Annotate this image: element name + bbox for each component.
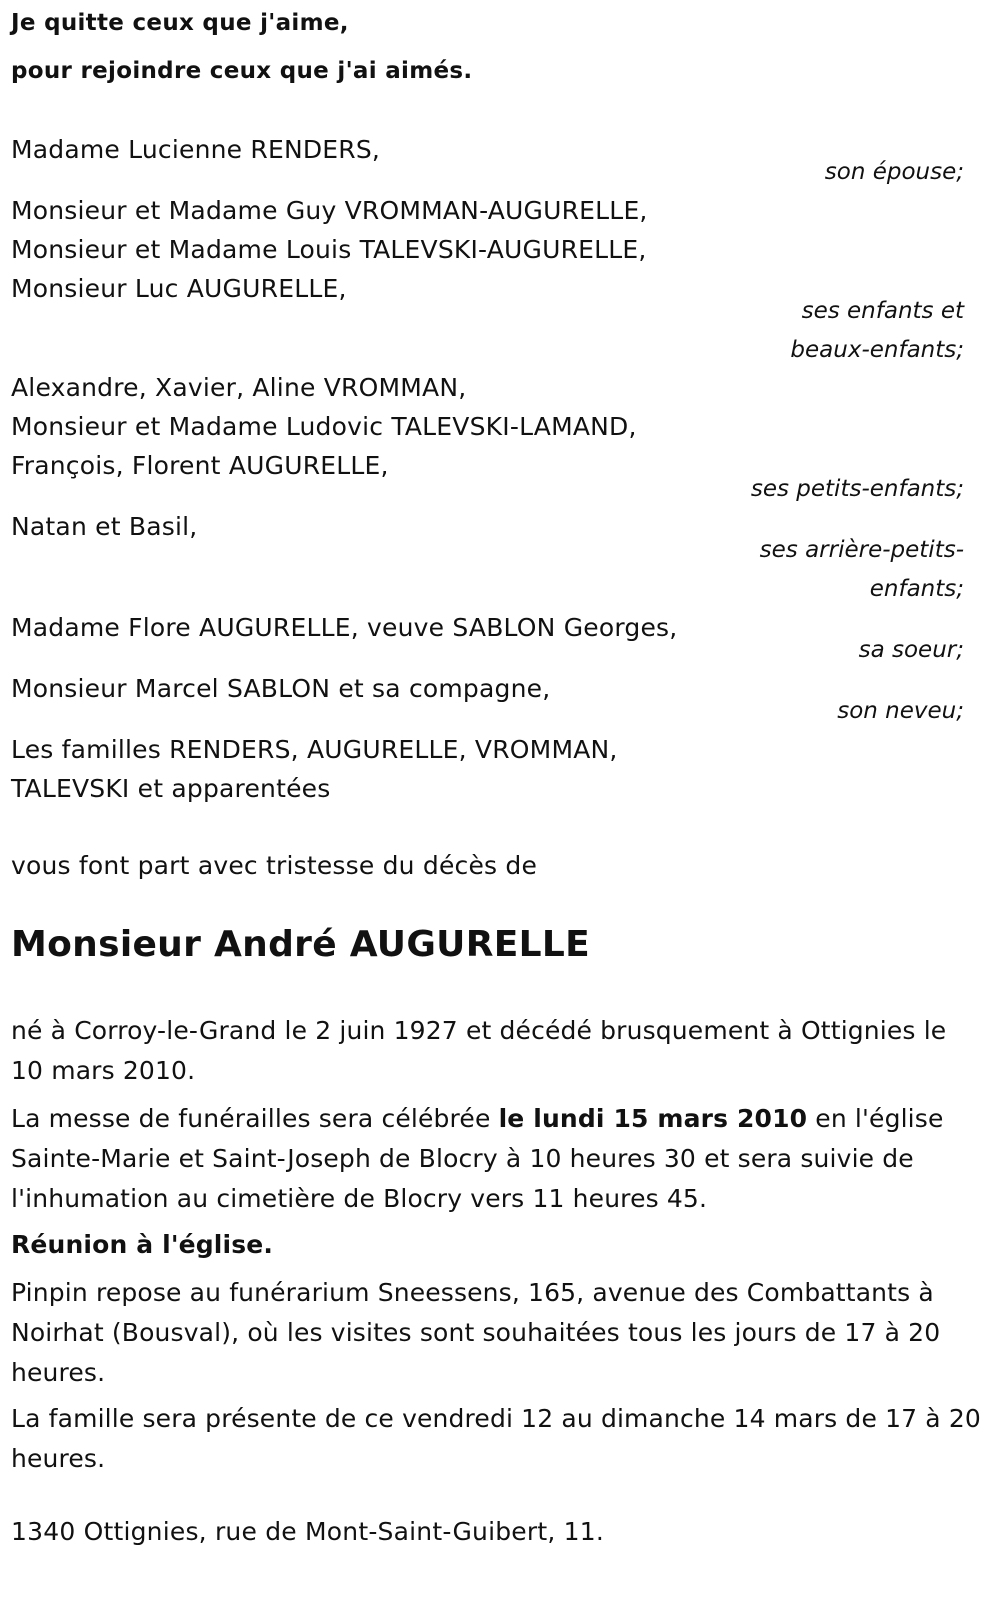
families-line-2: TALEVSKI et apparentées (11, 774, 331, 803)
announcement: vous font part avec tristesse du décès de (11, 851, 538, 880)
great-grandchildren-relation-line-1: ses arrière-petits- (759, 537, 964, 563)
children-relation-line-2: beaux-enfants; (790, 337, 964, 363)
spouse-name: Madame Lucienne RENDERS, (11, 135, 381, 164)
funeral-date: le lundi 15 mars 2010 (498, 1104, 808, 1133)
sister-relation: sa soeur; (858, 637, 964, 663)
meeting-note: Réunion à l'église. (11, 1230, 274, 1259)
great-grandchild-names: Natan et Basil, (11, 512, 198, 541)
families-line-1: Les familles RENDERS, AUGURELLE, VROMMAN, (11, 735, 618, 764)
funeral-text-after: en l'église Sainte-Marie et Saint-Joseph de Blocry à 10 heures 30 et sera suivie de l'inhumation au cimetière de Blocry vers 11 heures 45. (11, 1104, 944, 1213)
family-presence-paragraph: La famille sera présente de ce vendredi 12 au dimanche 14 mars de 17 à 20 heures. (11, 1404, 981, 1473)
great-grandchildren-relation-line-2: enfants; (869, 576, 964, 602)
spouse-relation: son épouse; (824, 159, 964, 185)
children-relation-line-1: ses enfants et (801, 298, 964, 324)
funeral-paragraph (11, 1099, 986, 1219)
repose-paragraph: Pinpin repose au funérarium Sneessens, 165, avenue des Combattants à Noirhat (Bousval), où les visites sont souhaitées tous les jours de 17 à 20 heures. (11, 1278, 941, 1387)
child-name-2: Monsieur et Madame Louis TALEVSKI-AUGURELLE, (11, 235, 647, 264)
nephew-relation: son neveu; (837, 698, 964, 724)
grandchild-name-3: François, Florent AUGURELLE, (11, 451, 389, 480)
quote-line-2: pour rejoindre ceux que j'ai aimés. (11, 58, 473, 84)
nephew-name: Monsieur Marcel SABLON et sa compagne, (11, 674, 551, 703)
deceased-name: Monsieur André AUGURELLE (11, 924, 590, 965)
sister-name: Madame Flore AUGURELLE, veuve SABLON Georges, (11, 613, 678, 642)
grandchild-name-2: Monsieur et Madame Ludovic TALEVSKI-LAMAND, (11, 412, 637, 441)
birth-death-paragraph: né à Corroy-le-Grand le 2 juin 1927 et décédé brusquement à Ottignies le 10 mars 2010. (11, 1016, 947, 1085)
grandchildren-relation: ses petits-enfants; (750, 476, 964, 502)
child-name-1: Monsieur et Madame Guy VROMMAN-AUGURELLE, (11, 196, 648, 225)
quote-line-1: Je quitte ceux que j'aime, (11, 10, 349, 36)
funeral-text-before: La messe de funérailles sera célébrée (11, 1104, 499, 1133)
child-name-3: Monsieur Luc AUGURELLE, (11, 274, 347, 303)
address: 1340 Ottignies, rue de Mont-Saint-Guibert, 11. (11, 1517, 605, 1546)
grandchild-name-1: Alexandre, Xavier, Aline VROMMAN, (11, 373, 467, 402)
